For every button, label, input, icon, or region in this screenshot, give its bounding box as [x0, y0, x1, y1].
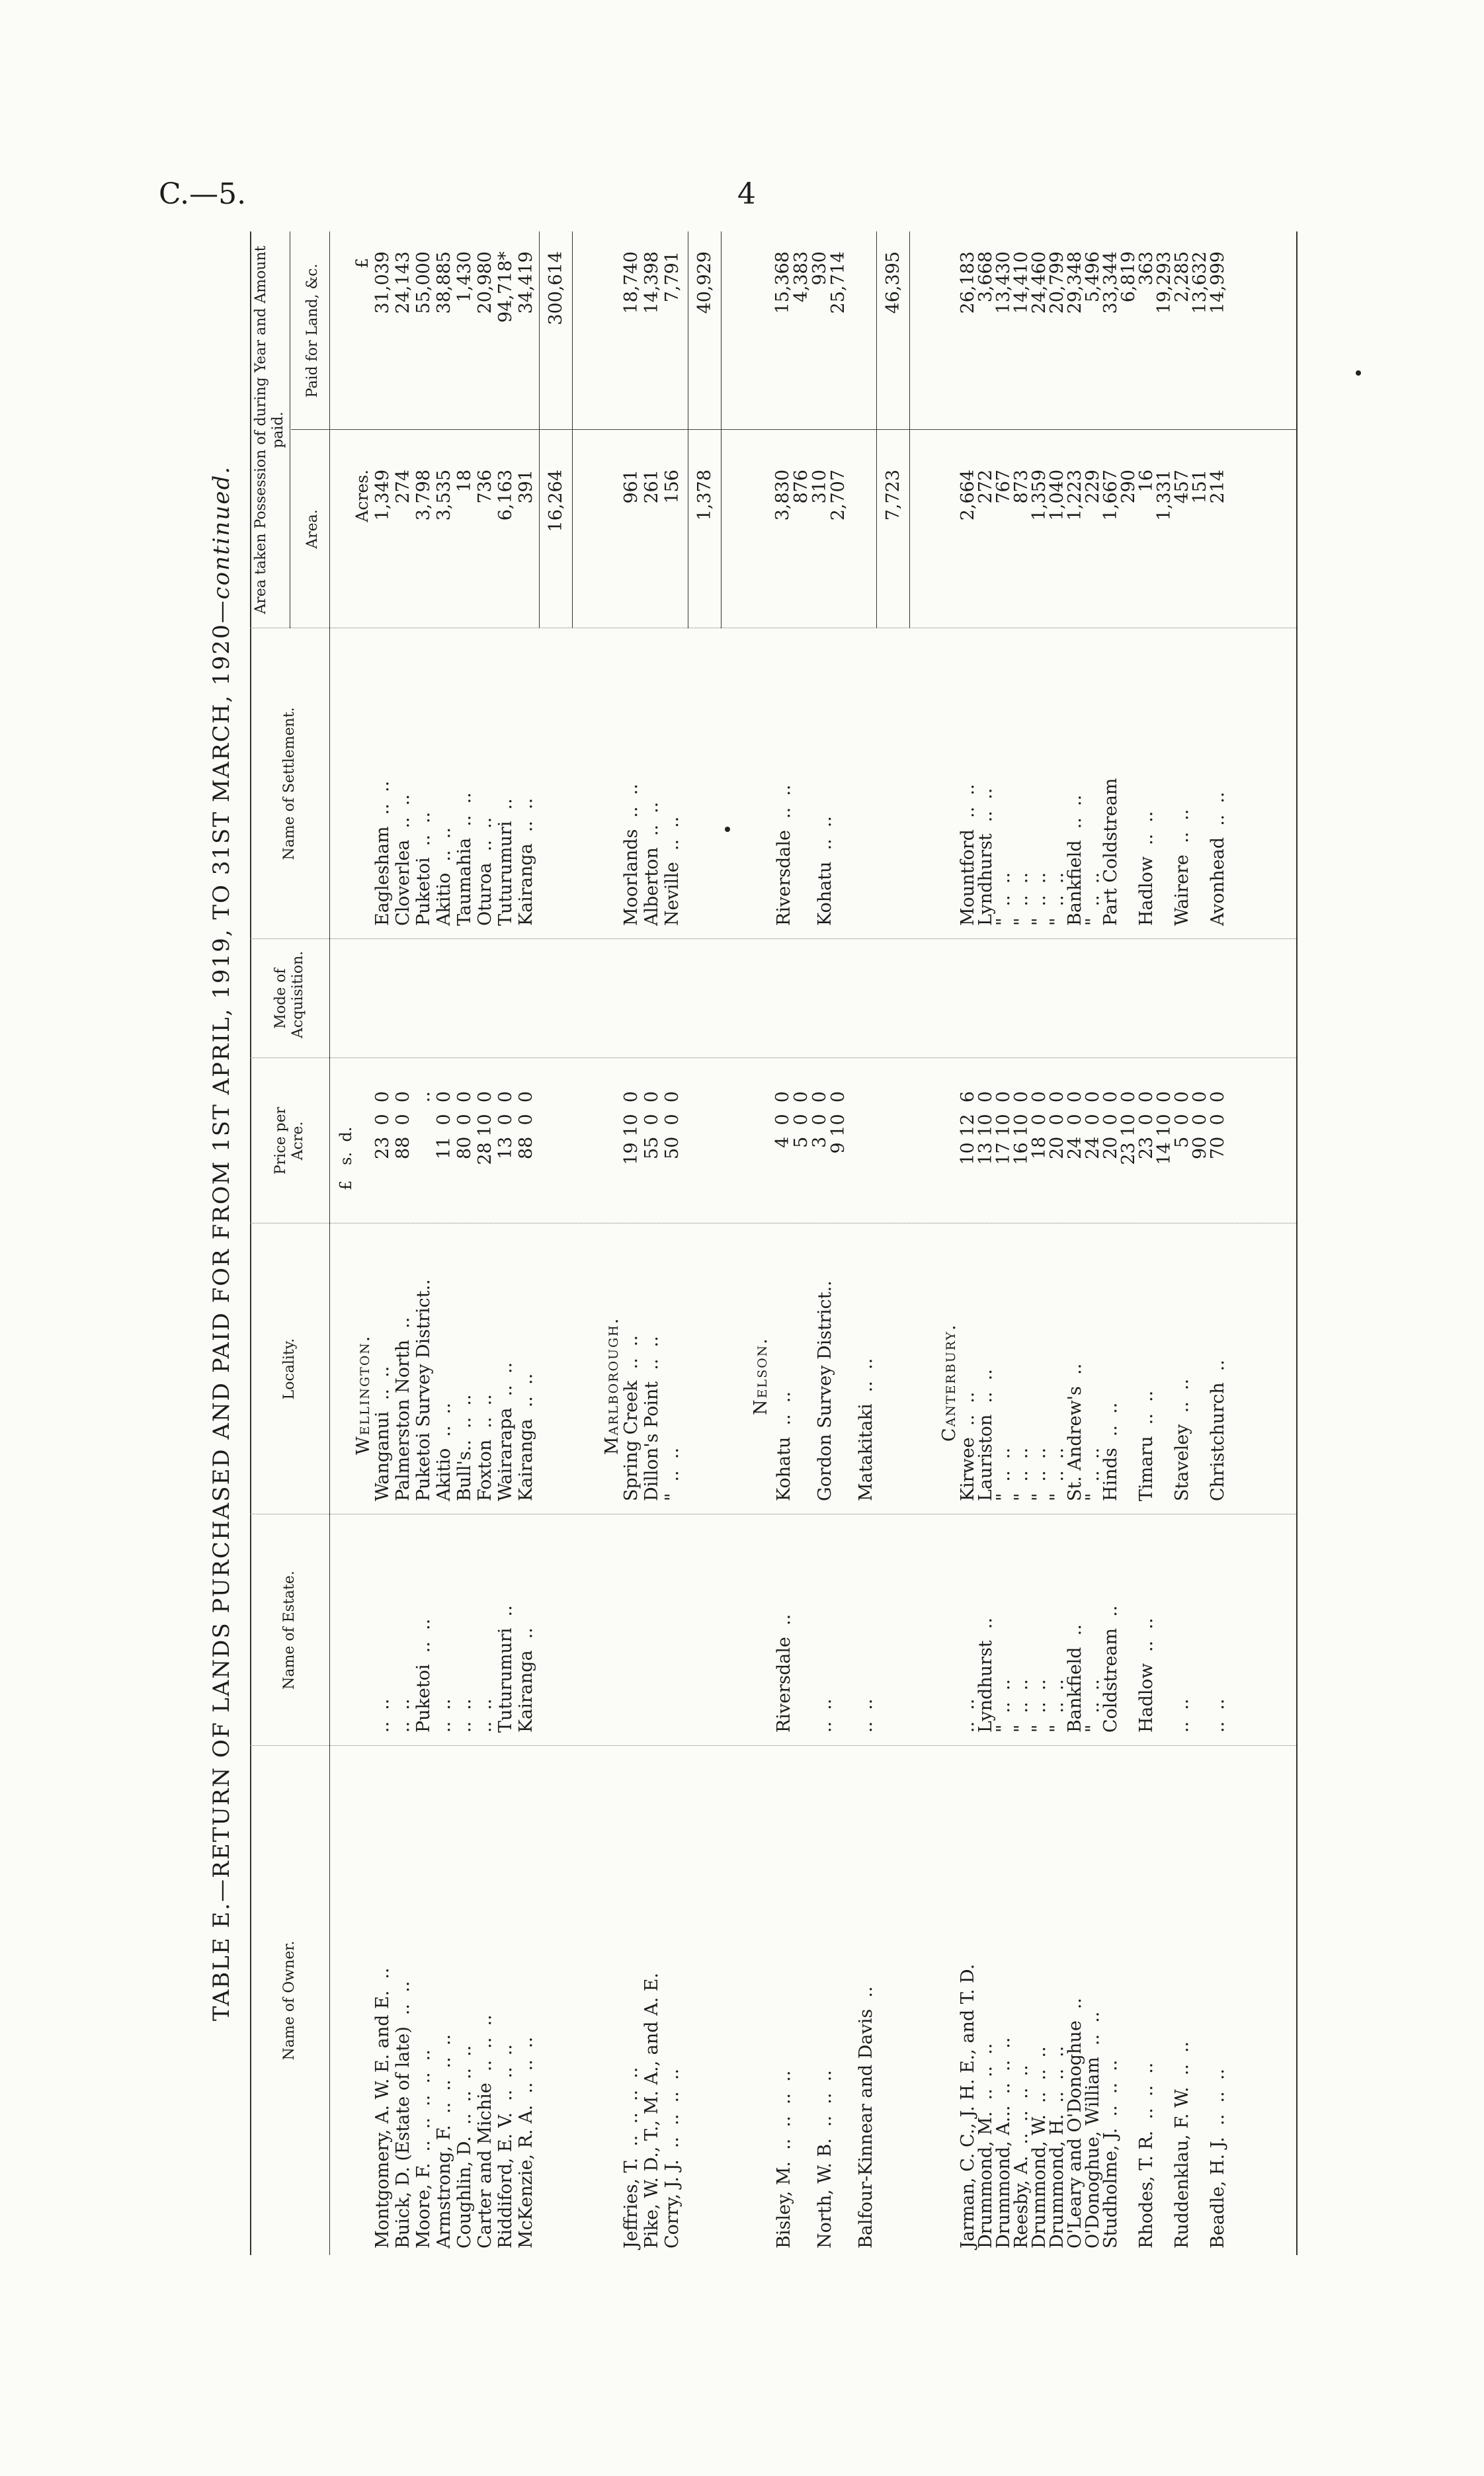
localities-wellington: Wanganui .. .. Palmerston North .. Puketoi Survey District.. Akitio .. .. Bull's.. .. .. Foxton .. .. Wairarapa .. .. Kairanga .. ..	[372, 1279, 536, 1501]
col-divider	[250, 1745, 1296, 1746]
owners-nelson: Bisley, M. .. .. .. .. North, W. B. .. .. .. Balfour-Kinnear and Davis ..	[774, 1986, 876, 2249]
localities-marlborough: Spring Creek .. .. Dillon's Point .. .. " .. ..	[621, 1335, 682, 1501]
header-settlement: Name of Settlement.	[281, 707, 298, 860]
page-number: 4	[737, 177, 756, 211]
estates-canterbury: .. .. Lyndhurst .. " .. .. " .. .. " .. .. " .. .. Bankfield .. " .. .. Coldstream .. Hadlow .. .. .. .. .. ..	[958, 1605, 1228, 1733]
price-units: £ s. d.	[337, 1126, 355, 1190]
localities-nelson: Kohatu .. .. Gordon Survey District.. Matakitaki .. ..	[774, 1280, 876, 1501]
owners-canterbury: Jarman, C. C., J. H. E., and T. D. Drummond, M. .. .. .. Drummond, A... .. .. .. Reesby, A. .. .. .. .. Drummond, W. .. .. .. Drummond, H. .. .. .. O'Leary and O'Donoghue .. O'Donoghue, William .. .. Studholme, J. .. .. .. Rhodes, T. R. .. .. .. Ruddenklau, F. W. .. .. Beadle, H. J. .. .. ..	[958, 1963, 1228, 2249]
total-paid-nelson: 46,395	[883, 251, 903, 314]
paid-units: £	[352, 258, 372, 268]
header-mode: Mode of Acquisition.	[272, 950, 306, 1038]
settlements-nelson: Riversdale .. .. Kohatu .. ..	[774, 784, 835, 926]
section-wellington: Wellington.	[353, 1335, 374, 1455]
total-rule	[539, 231, 540, 628]
settlements-marlborough: Moorlands .. .. Alberton .. .. Neville .. ..	[621, 784, 682, 926]
header-area: Area.	[304, 509, 321, 549]
header-owner: Name of Owner.	[281, 1940, 298, 2061]
total-paid-wellington: 300,614	[546, 251, 566, 325]
total-paid-marlborough: 40,929	[694, 251, 715, 314]
areas-marlborough: 961 261 156	[621, 470, 682, 504]
settlements-canterbury: Mountford .. .. Lyndhurst .. .. " .. .. " .. .. " .. .. " .. .. Bankfield .. .. " .. .. Part Coldstream Hadlow .. .. Wairere .. .. Avonhead .. ..	[958, 778, 1228, 926]
header-estate: Name of Estate.	[281, 1571, 298, 1690]
estates-wellington: .. .. .. .. Puketoi .. .. .. .. .. .. .. .. Tuturumuri .. Kairanga ..	[372, 1605, 536, 1733]
header-bottom-rule	[329, 231, 330, 2255]
settlements-wellington: Eaglesham .. .. Cloverlea .. .. Puketoi .. .. Akitio .. .. Taumahia .. .. Oturoa .. .. Tuturumuri .. Kairanga .. ..	[372, 780, 536, 926]
ink-dot	[1356, 370, 1361, 376]
prices-canterbury: 10 12 6 13 10 0 17 10 0 16 10 0 18 0 0 20 0 0 24 0 0 24 0 0 20 0 0 23 10 0 23 0 0 14 10 0 5 0 0 90 0 0 70 0 0	[958, 1091, 1228, 1165]
total-area-wellington: 16,264	[546, 470, 566, 532]
section-canterbury: Canterbury.	[939, 1323, 960, 1442]
table-top-rule	[250, 231, 251, 2255]
table-title: TABLE E.—RETURN OF LANDS PURCHASED AND PAID FOR FROM 1ST APRIL, 1919, TO 31ST MARCH, 1920—continued.	[208, 465, 235, 2022]
localities-canterbury: Kirwee .. .. Lauriston .. .. " .. .. " .. .. " .. .. " .. .. St. Andrew's .. " .. .. Hinds .. .. Timaru .. .. Staveley .. .. Christchurch ..	[958, 1360, 1228, 1501]
rotated-table	[208, 218, 1309, 2268]
areas-wellington: 1,349 274 3,798 3,535 18 736 6,163 391	[372, 470, 536, 521]
section-nelson: Nelson.	[751, 1337, 771, 1415]
section-marlborough: Marlborough.	[602, 1317, 622, 1455]
estates-nelson: Riversdale .. .. .. .. ..	[774, 1614, 876, 1733]
total-rule	[876, 231, 877, 628]
paid-nelson: 15,368 4,383 930 25,714	[772, 251, 848, 314]
prices-nelson: 4 0 0 5 0 0 3 0 0 9 10 0	[772, 1091, 848, 1154]
total-rule	[909, 231, 910, 628]
header-locality: Locality.	[281, 1338, 298, 1400]
prices-marlborough: 19 10 0 55 0 0 50 0 0	[621, 1091, 682, 1165]
header-price: Price per Acre.	[272, 1106, 306, 1175]
paid-canterbury: 26,183 3,668 13,430 14,410 24,460 20,799 29,348 5,496 33,344 6,819 363 19,293 2,285 13,632 14,999	[958, 251, 1228, 314]
areas-canterbury: 2,664 272 767 873 1,359 1,040 1,223 229 1,667 290 16 1,331 457 151 214	[958, 470, 1228, 521]
paid-wellington: 31,039 24,143 55,000 38,885 1,430 20,980 94,718* 34,419	[372, 251, 536, 323]
area-units: Acres.	[352, 470, 372, 522]
header-area-group: Area taken Possession of during Year and Amount paid.	[253, 245, 286, 614]
total-rule	[572, 231, 573, 628]
col-divider	[291, 429, 1296, 430]
prices-wellington: 23 0 0 88 0 0 .. 11 0 0 80 0 0 28 10 0 13 0 0 88 0 0	[372, 1091, 536, 1165]
table-bottom-rule	[1296, 231, 1298, 2255]
header-paid: Paid for Land, &c.	[304, 263, 321, 398]
col-divider	[250, 938, 1296, 939]
col-divider	[250, 1057, 1296, 1058]
page-reference: C.—5.	[159, 177, 247, 211]
owners-marlborough: Jeffries, T. .. .. .. .. Pike, W. D., T., M. A., and A. E. Corry, J. J. .. .. .. ..	[621, 1972, 682, 2249]
owners-wellington: Montgomery, A. W. E. and E. .. Buick, D. (Estate of late) .. .. Moore, F. .. .. .. .. .. Armstrong, F. .. .. .. .. Coughlin, D. .. .. .. .. Carter and Michie .. .. .. Riddiford, E. V. .. .. .. McKenzie, R. A. .. .. ..	[372, 1967, 536, 2249]
paid-marlborough: 18,740 14,398 7,791	[621, 251, 682, 314]
total-area-nelson: 7,723	[883, 470, 903, 521]
areas-nelson: 3,830 876 310 2,707	[772, 470, 848, 521]
total-area-marlborough: 1,378	[694, 470, 715, 521]
